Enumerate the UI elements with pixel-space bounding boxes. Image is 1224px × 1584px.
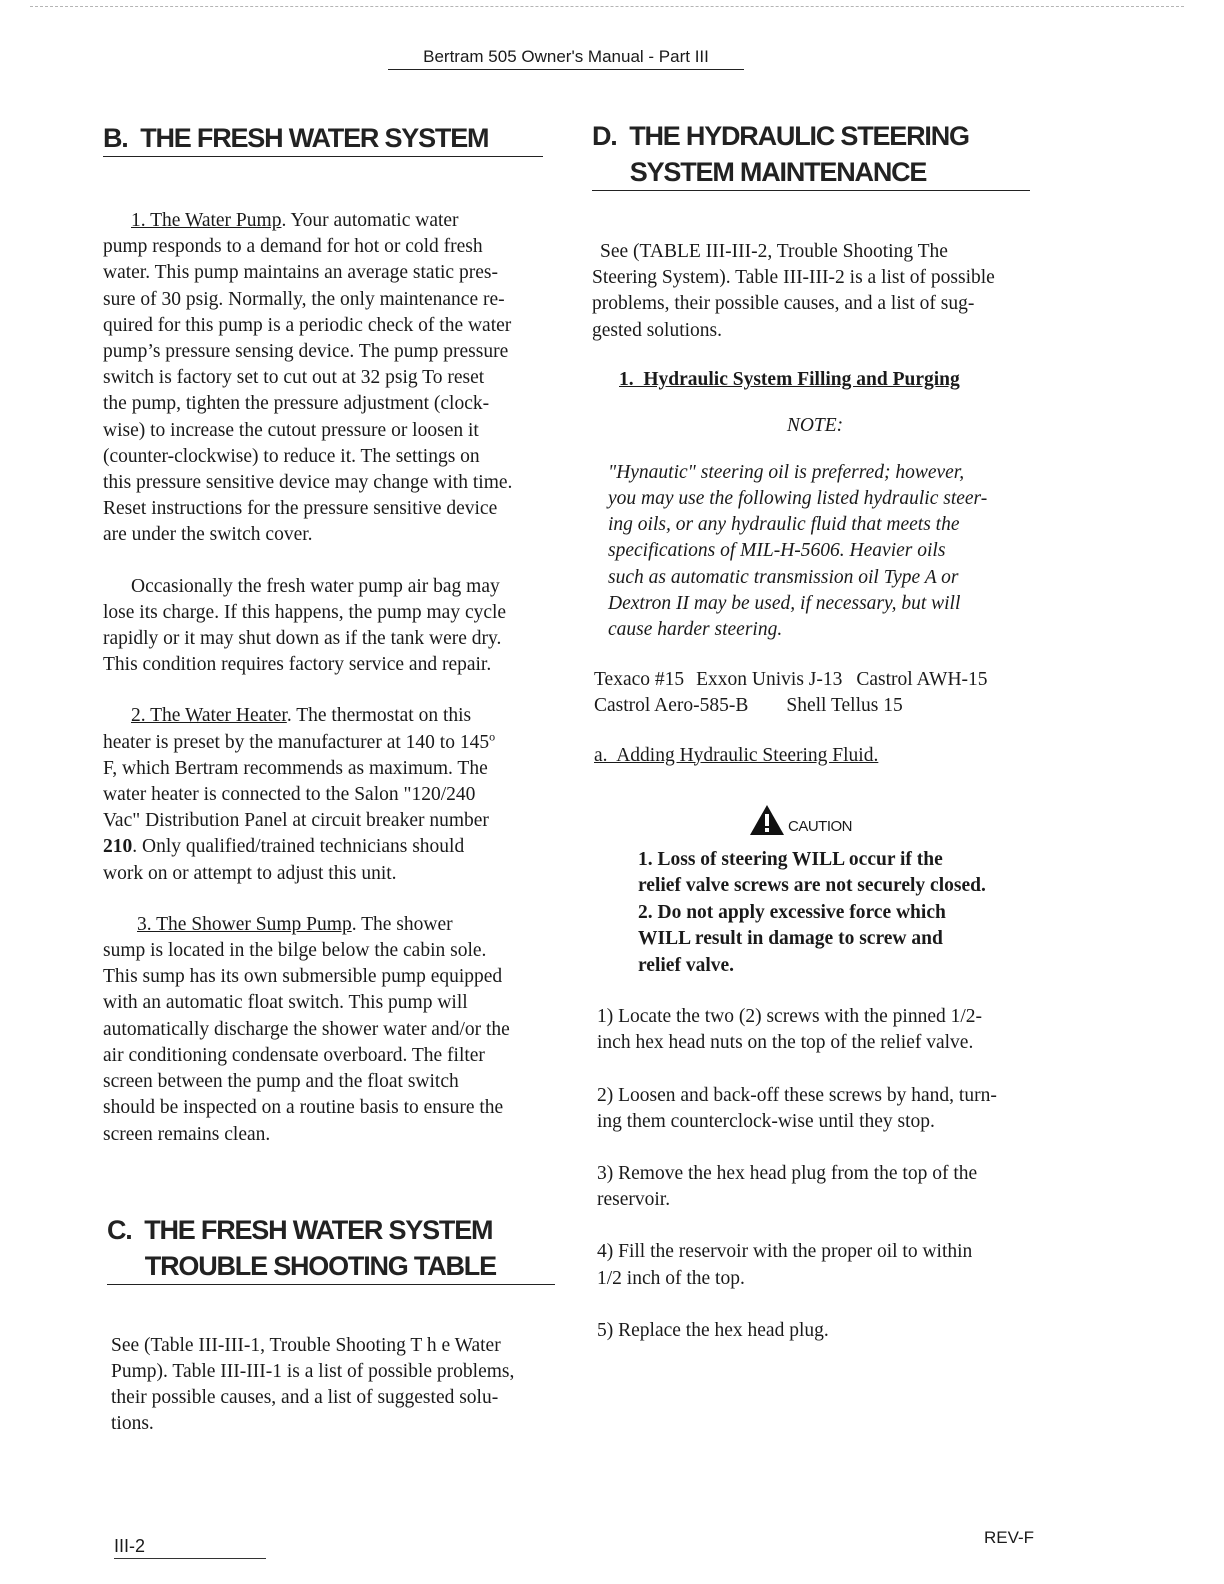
procedure-steps — [597, 1004, 1038, 1344]
text-line: sump is located in the bilge below the cabin sole. — [103, 940, 487, 962]
step-item: 4) Fill the reservoir with the proper oil to within 1/2 inch of the top. — [597, 1241, 973, 1289]
text-line: gested solutions. — [592, 319, 722, 341]
text-line: you may use the following listed hydraulic steer- — [608, 488, 988, 510]
text-line: their possible causes, and a list of suggested solu- — [111, 1387, 499, 1409]
text-line: heater is preset by the manufacturer at 140 to 145$^o$ — [103, 729, 496, 753]
caution-label: CAUTION — [788, 817, 852, 835]
section-d-intro — [592, 239, 1038, 344]
text-line: Dextron II may be used, if necessary, but will — [608, 592, 961, 614]
section-c-paragraph — [111, 1333, 549, 1438]
oil-row: Castrol Aero-585-B Shell Tellus 15 — [594, 695, 903, 717]
text-line: See (TABLE III-III-2, Trouble Shooting The — [600, 241, 948, 262]
text-line: with an automatic float switch. This pump will — [103, 992, 468, 1014]
section-c-heading: C. THE FRESH WATER SYSTEM TROUBLE SHOOTING TABLE — [107, 1214, 496, 1281]
right-column — [592, 118, 1038, 1344]
text-line: pump’s pressure sensing device. The pump pressure — [103, 341, 509, 363]
section-c-heading-block — [107, 1212, 555, 1285]
text-line: F, which Bertram recommends as maximum. The — [103, 757, 488, 779]
text-line: automatically discharge the shower water and/or the — [103, 1018, 510, 1040]
section-d-heading-block — [592, 118, 1030, 191]
running-header: Bertram 505 Owner's Manual - Part III — [388, 47, 744, 70]
caution-line: WILL result in damage to screw and — [638, 928, 943, 950]
shower-sump-label: 3. The Shower Sump Pump — [137, 913, 352, 935]
text-line: problems, their possible causes, and a list of sug- — [592, 293, 975, 315]
page-number: III-2 — [114, 1536, 266, 1559]
section-d-heading: D. THE HYDRAULIC STEERING SYSTEM MAINTENANCE — [592, 121, 969, 187]
caution-list — [638, 847, 1038, 980]
revision-label: REV-F — [984, 1528, 1035, 1547]
text-line: specifications of MIL-H-5606. Heavier oils — [608, 540, 946, 562]
step-item: 3) Remove the hex head plug from the top of the reservoir. — [597, 1162, 978, 1211]
text-line: pump responds to a demand for hot or cold fresh — [103, 236, 483, 258]
shower-sump-paragraph: 3. The Shower Sump Pump. The shower sump is located in the bilge below the cabin sole. This sump has its own submersible pump equipped with an automatic float switch. This pump will automatically discharge the shower water and/or the air conditioning condensate overboard. The filter screen between the pump and the float switch should be inspected on a routine basis to ensure the screen remains clean. — [103, 912, 549, 1148]
warning-triangle-icon — [748, 803, 786, 837]
text-line: water. This pump maintains an average static pres- — [103, 262, 498, 284]
caution-line: relief valve. — [638, 954, 735, 976]
caution-line: relief valve screws are not securely closed. — [638, 875, 986, 897]
text-line: cause harder steering. — [608, 619, 783, 641]
text-line: sure of 30 psig. Normally, the only maintenance re- — [103, 288, 505, 310]
water-pump-label: 1. The Water Pump — [131, 210, 282, 231]
water-heater-label: 2. The Water Heater — [131, 705, 287, 727]
text-line: This condition requires factory service and repair. — [103, 654, 492, 676]
text-line: quired for this pump is a periodic check of the water — [103, 314, 512, 336]
degree-mark: o — [489, 729, 496, 744]
text-line: tions. — [111, 1413, 154, 1435]
text-line: the pump, tighten the pressure adjustment (clock- — [103, 393, 490, 415]
oil-row: Texaco #15 Exxon Univis J-13 Castrol AWH-15 — [594, 669, 988, 691]
text-line: such as automatic transmission oil Type A or — [608, 566, 959, 588]
air-bag-paragraph — [103, 574, 549, 679]
section-b-heading-block — [103, 118, 543, 157]
text-line: lose its charge. If this happens, the pump may cycle — [103, 601, 507, 623]
water-heater-paragraph: 2. The Water Heater. The thermostat on this heater is preset by the manufacturer at 140 to 145$^o$ F, which Bertram recommends as maximum. The water heater is connected to the Salon "120/240 Vac" Distribution Panel at circuit breaker number 210. Only qualified/trained technicians should work on or attempt to adjust this unit. — [103, 703, 549, 886]
text-line: should be inspected on a routine basis to ensure the — [103, 1097, 504, 1119]
text-line: wise) to increase the cutout pressure or loosen it — [103, 419, 479, 441]
text-line: screen between the pump and the float switch — [103, 1071, 459, 1093]
text-line: Pump). Table III-III-1 is a list of possible problems, — [111, 1360, 515, 1382]
text-line: work on or attempt to adjust this unit. — [103, 862, 397, 884]
adding-fluid-heading: a. Adding Hydraulic Steering Fluid. — [594, 744, 879, 766]
note-paragraph — [608, 460, 1038, 643]
note-label: NOTE: — [786, 414, 844, 436]
text-line: This sump has its own submersible pump equipped — [103, 966, 503, 988]
text-line: water heater is connected to the Salon "120/240 — [103, 784, 476, 806]
caution-badge — [562, 803, 1038, 837]
text-line: are under the switch cover. — [103, 524, 313, 546]
scan-artifact-line — [30, 6, 1184, 7]
text-line: ing oils, or any hydraulic fluid that meets the — [608, 514, 960, 536]
oil-list — [594, 667, 1038, 719]
filling-purging-subheading: 1. Hydraulic System Filling and Purging — [619, 368, 960, 390]
section-b-heading: B. THE FRESH WATER SYSTEM — [103, 123, 489, 153]
step-item: 5) Replace the hex head plug. — [597, 1319, 829, 1341]
text-line: Reset instructions for the pressure sensitive device — [103, 498, 498, 520]
left-column — [103, 118, 549, 1438]
text-line: switch is factory set to cut out at 32 psig To reset — [103, 367, 485, 389]
caution-line: 1. Loss of steering WILL occur if the — [638, 848, 943, 870]
text-line: Occasionally the fresh water pump air bag may — [131, 575, 500, 597]
text-line: air conditioning condensate overboard. The filter — [103, 1044, 485, 1066]
water-pump-paragraph: 1. The Water Pump. Your automatic water pump responds to a demand for hot or cold fresh water. This pump maintains an average static pres- sure of 30 psig. Normally, the only maintenance re- quired for this pump is a periodic check of the water pump’s pressure sensing device. The pump pressure switch is factory set to cut out at 32 psig To reset the pump, tighten the pressure adjustment (clock- wise) to increase the cutout pressure or loosen it (counter-clockwise) to reduce it. The settings on this pressure sensitive device may change with time. Reset instructions for the pressure sensitive device are under the switch cover. — [103, 208, 549, 549]
step-item: 1) Locate the two (2) screws with the pinned 1/2- inch hex head nuts on the top of the relief valve. — [597, 1006, 983, 1054]
text-line: (counter-clockwise) to reduce it. The settings on — [103, 445, 480, 467]
text-line: Steering System). Table III-III-2 is a list of possible — [592, 267, 995, 289]
text-line: rapidly or it may shut down as if the tank were dry. — [103, 628, 502, 650]
text-line: See (Table III-III-1, Trouble Shooting T h e Water — [111, 1334, 501, 1356]
breaker-number: 210 — [103, 836, 133, 858]
text-line: Vac" Distribution Panel at circuit breaker number — [103, 810, 489, 832]
caution-line: 2. Do not apply excessive force which — [638, 901, 946, 923]
text-line: "Hynautic" steering oil is preferred; however, — [608, 461, 965, 483]
text-line: 210. Only qualified/trained technicians should — [103, 836, 465, 858]
step-item: 2) Loosen and back-off these screws by hand, turn- ing them counterclock-wise until they stop. — [597, 1084, 997, 1132]
text-line: this pressure sensitive device may change with time. — [103, 472, 513, 494]
text-line: screen remains clean. — [103, 1123, 271, 1145]
